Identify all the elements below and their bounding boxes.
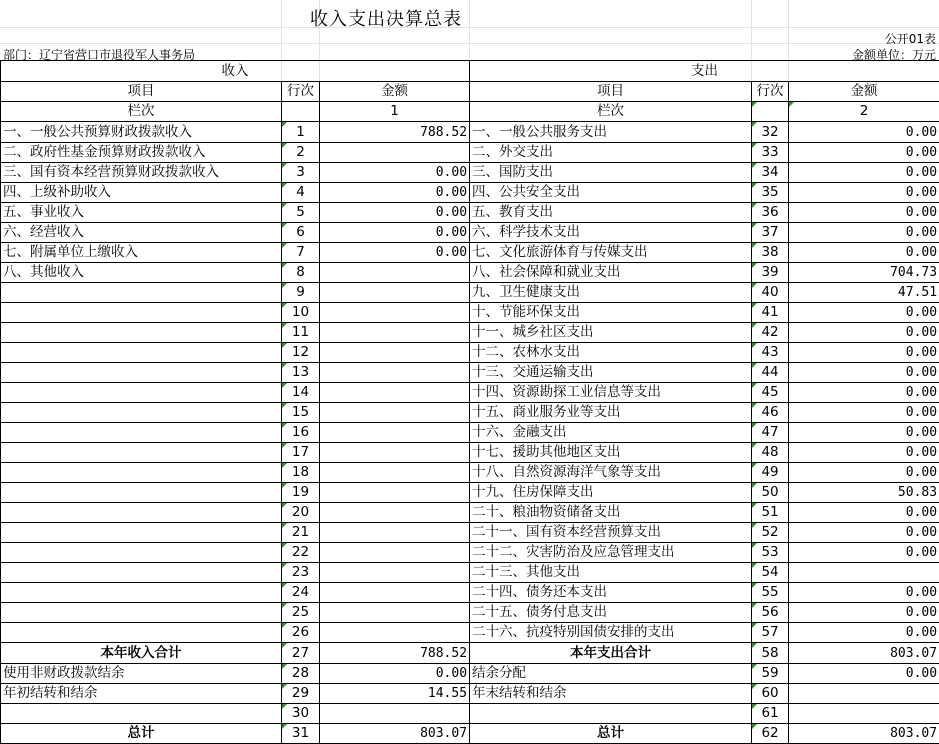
expense-item-header: 项目 — [470, 82, 752, 102]
nonfiscal-label: 使用非财政拨款结余 — [1, 664, 282, 684]
income-line-no-cell: 17 — [282, 443, 320, 463]
income-line-no-cell: 13 — [282, 363, 320, 383]
income-item-cell — [1, 483, 282, 503]
income-line-no-cell: 4 — [282, 183, 320, 203]
grand-expense-total-label: 总计 — [470, 724, 752, 744]
expense-item-cell: 一、一般公共服务支出 — [470, 122, 752, 143]
income-item-cell: 三、国有资本经营预算财政拨款收入 — [1, 163, 282, 183]
expense-line-no-cell: 37 — [752, 223, 789, 243]
expense-item-cell: 八、社会保障和就业支出 — [470, 263, 752, 283]
expense-amount-cell: 0.00 — [789, 403, 939, 423]
expense-item-cell: 十九、住房保障支出 — [470, 483, 752, 503]
ending-balance-no: 60 — [752, 684, 789, 704]
expense-item-cell: 四、公共安全支出 — [470, 183, 752, 203]
table-row — [1, 563, 939, 583]
table-row — [1, 443, 939, 463]
expense-item-cell: 十、节能环保支出 — [470, 303, 752, 323]
income-item-cell — [1, 623, 282, 643]
income-item-cell: 六、经营收入 — [1, 223, 282, 243]
expense-line-no-cell: 40 — [752, 283, 789, 303]
expense-amount-cell: 50.83 — [789, 483, 939, 503]
expense-line-no-cell: 53 — [752, 543, 789, 563]
expense-item-cell: 十二、农林水支出 — [470, 343, 752, 363]
expense-item-cell: 十三、交通运输支出 — [470, 363, 752, 383]
expense-amount-cell: 0.00 — [789, 583, 939, 603]
expense-amount-cell: 704.73 — [789, 263, 939, 283]
expense-amount-cell: 0.00 — [789, 183, 939, 203]
expense-item-cell: 二、外交支出 — [470, 143, 752, 163]
income-item-cell — [1, 343, 282, 363]
expense-amount-cell: 0.00 — [789, 443, 939, 463]
table-row — [1, 263, 939, 283]
income-line-no-cell: 11 — [282, 323, 320, 343]
year-income-total-amount: 788.52 — [320, 643, 470, 664]
column-label-row — [1, 102, 939, 122]
income-amount-cell: 0.00 — [320, 223, 470, 243]
expense-item-cell: 六、科学技术支出 — [470, 223, 752, 243]
expense-item-cell: 二十、粮油物资储备支出 — [470, 503, 752, 523]
expense-amount-cell: 0.00 — [789, 503, 939, 523]
table-row — [1, 323, 939, 343]
gridline — [0, 27, 939, 28]
expense-col-label-blank — [752, 102, 789, 122]
grand-income-total-label: 总计 — [1, 724, 282, 744]
column-header-row — [1, 82, 939, 102]
table-row — [1, 483, 939, 503]
expense-amount-cell: 0.00 — [789, 343, 939, 363]
page-title: 收入支出决算总表 — [310, 5, 462, 31]
income-line-no-cell: 22 — [282, 543, 320, 563]
beginning-balance-label: 年初结转和结余 — [1, 684, 282, 704]
table-row — [1, 583, 939, 603]
table-row — [1, 503, 939, 523]
table-row — [1, 163, 939, 183]
amount-unit-label: 金额单位：万元 — [852, 46, 936, 63]
expense-line-no-cell: 36 — [752, 203, 789, 223]
gridline — [0, 43, 939, 44]
expense-line-no-cell: 38 — [752, 243, 789, 263]
expense-line-no-cell: 41 — [752, 303, 789, 323]
expense-line-no-cell: 35 — [752, 183, 789, 203]
income-item-cell: 一、一般公共预算财政拨款收入 — [1, 122, 282, 143]
expense-amount-cell: 0.00 — [789, 623, 939, 643]
income-line-no-cell: 8 — [282, 263, 320, 283]
expense-line-no-cell: 34 — [752, 163, 789, 183]
income-item-cell — [1, 563, 282, 583]
expense-amount-cell: 0.00 — [789, 243, 939, 263]
expense-amount-cell: 0.00 — [789, 303, 939, 323]
expense-item-cell: 二十三、其他支出 — [470, 563, 752, 583]
grand-expense-total-no: 62 — [752, 724, 789, 744]
table-row — [1, 603, 939, 623]
income-amount-cell — [320, 583, 470, 603]
income-line-no-cell: 9 — [282, 283, 320, 303]
section-header-row — [1, 61, 939, 82]
income-item-cell — [1, 583, 282, 603]
income-amount-cell — [320, 423, 470, 443]
income-col-label-blank — [282, 102, 320, 122]
income-line-no-cell: 5 — [282, 203, 320, 223]
year-income-total-label: 本年收入合计 — [1, 643, 282, 664]
expense-item-cell: 十四、资源勘探工业信息等支出 — [470, 383, 752, 403]
income-amount-cell — [320, 443, 470, 463]
income-item-cell — [1, 423, 282, 443]
expense-amount-cell: 0.00 — [789, 523, 939, 543]
expense-amount-header: 金额 — [789, 82, 939, 102]
table-row — [1, 684, 939, 704]
expense-col-number: 2 — [789, 102, 939, 122]
income-line-no-cell: 19 — [282, 483, 320, 503]
table-row — [1, 183, 939, 203]
income-line-no-header: 行次 — [282, 82, 320, 102]
table-row — [1, 243, 939, 263]
expense-item-cell: 九、卫生健康支出 — [470, 283, 752, 303]
income-amount-cell — [320, 563, 470, 583]
table-row — [1, 423, 939, 443]
expense-line-no-cell: 45 — [752, 383, 789, 403]
expense-item-cell: 二十二、灾害防治及应急管理支出 — [470, 543, 752, 563]
surplus-distribution-amount: 0.00 — [789, 664, 939, 684]
expense-amount-cell: 0.00 — [789, 383, 939, 403]
income-line-no-cell: 6 — [282, 223, 320, 243]
table-row — [1, 122, 939, 143]
year-expense-total-amount: 803.07 — [789, 643, 939, 664]
income-amount-cell — [320, 303, 470, 323]
income-line-no-cell: 14 — [282, 383, 320, 403]
expense-amount-cell: 0.00 — [789, 163, 939, 183]
expense-line-no-cell: 55 — [752, 583, 789, 603]
expense-line-no-cell: 42 — [752, 323, 789, 343]
income-item-header: 项目 — [1, 82, 282, 102]
income-section-header: 收入 — [1, 61, 470, 82]
expense-line-no-cell: 46 — [752, 403, 789, 423]
table-row — [1, 543, 939, 563]
income-amount-header: 金额 — [320, 82, 470, 102]
table-row — [1, 223, 939, 243]
income-item-cell — [1, 323, 282, 343]
expense-amount-cell: 0.00 — [789, 323, 939, 343]
income-item-cell: 四、上级补助收入 — [1, 183, 282, 203]
blank-expense-no: 61 — [752, 704, 789, 724]
ending-balance-amount — [789, 684, 939, 704]
income-amount-cell — [320, 603, 470, 623]
blank-income-no: 30 — [282, 704, 320, 724]
income-amount-cell — [320, 543, 470, 563]
income-line-no-cell: 25 — [282, 603, 320, 623]
income-amount-cell — [320, 523, 470, 543]
income-line-no-cell: 12 — [282, 343, 320, 363]
grand-expense-total-amount: 803.07 — [789, 724, 939, 744]
expense-item-cell: 三、国防支出 — [470, 163, 752, 183]
income-amount-cell — [320, 503, 470, 523]
surplus-distribution-label: 结余分配 — [470, 664, 752, 684]
table-row — [1, 523, 939, 543]
expense-line-no-cell: 47 — [752, 423, 789, 443]
income-item-cell — [1, 443, 282, 463]
income-item-cell — [1, 503, 282, 523]
income-line-no-cell: 1 — [282, 122, 320, 143]
table-row — [1, 463, 939, 483]
expense-line-no-cell: 43 — [752, 343, 789, 363]
table-row — [1, 383, 939, 403]
income-line-no-cell: 7 — [282, 243, 320, 263]
expense-item-cell: 二十一、国有资本经营预算支出 — [470, 523, 752, 543]
income-line-no-cell: 24 — [282, 583, 320, 603]
expense-amount-cell: 0.00 — [789, 122, 939, 143]
blank-cell — [470, 704, 752, 724]
income-amount-cell — [320, 383, 470, 403]
table-row — [1, 343, 939, 363]
income-amount-cell — [320, 143, 470, 163]
income-line-no-cell: 10 — [282, 303, 320, 323]
income-col-label: 栏次 — [1, 102, 282, 122]
expense-line-no-cell: 54 — [752, 563, 789, 583]
income-amount-cell: 0.00 — [320, 163, 470, 183]
income-line-no-cell: 16 — [282, 423, 320, 443]
income-amount-cell — [320, 463, 470, 483]
income-amount-cell: 0.00 — [320, 243, 470, 263]
income-line-no-cell: 26 — [282, 623, 320, 643]
table-row — [1, 704, 939, 724]
income-amount-cell — [320, 263, 470, 283]
expense-amount-cell: 0.00 — [789, 143, 939, 163]
income-item-cell: 七、附属单位上缴收入 — [1, 243, 282, 263]
blank-cell — [789, 704, 939, 724]
table-row — [1, 283, 939, 303]
income-item-cell — [1, 363, 282, 383]
sheet-number: 公开01表 — [885, 30, 936, 47]
expense-amount-cell: 0.00 — [789, 543, 939, 563]
year-expense-total-no: 58 — [752, 643, 789, 664]
expense-item-cell: 十五、商业服务业等支出 — [470, 403, 752, 423]
blank-cell — [1, 704, 282, 724]
table-row — [1, 363, 939, 383]
expense-amount-cell: 0.00 — [789, 223, 939, 243]
income-item-cell — [1, 523, 282, 543]
income-item-cell — [1, 303, 282, 323]
expense-line-no-cell: 39 — [752, 263, 789, 283]
income-line-no-cell: 2 — [282, 143, 320, 163]
income-amount-cell: 0.00 — [320, 183, 470, 203]
income-amount-cell — [320, 323, 470, 343]
income-item-cell — [1, 543, 282, 563]
expense-item-cell: 十八、自然资源海洋气象等支出 — [470, 463, 752, 483]
income-line-no-cell: 20 — [282, 503, 320, 523]
income-amount-cell — [320, 283, 470, 303]
beginning-balance-amount: 14.55 — [320, 684, 470, 704]
surplus-distribution-no: 59 — [752, 664, 789, 684]
expense-section-header: 支出 — [470, 61, 939, 82]
expense-amount-cell: 0.00 — [789, 363, 939, 383]
expense-item-cell: 七、文化旅游体育与传媒支出 — [470, 243, 752, 263]
expense-line-no-cell: 32 — [752, 122, 789, 143]
income-amount-cell — [320, 483, 470, 503]
expense-item-cell: 十一、城乡社区支出 — [470, 323, 752, 343]
expense-item-cell: 十七、援助其他地区支出 — [470, 443, 752, 463]
expense-line-no-cell: 56 — [752, 603, 789, 623]
expense-item-cell: 十六、金融支出 — [470, 423, 752, 443]
expense-amount-cell: 0.00 — [789, 463, 939, 483]
nonfiscal-no: 28 — [282, 664, 320, 684]
expense-line-no-cell: 48 — [752, 443, 789, 463]
income-item-cell: 二、政府性基金预算财政拨款收入 — [1, 143, 282, 163]
income-item-cell — [1, 403, 282, 423]
expense-item-cell: 五、教育支出 — [470, 203, 752, 223]
table-row — [1, 143, 939, 163]
table-row — [1, 303, 939, 323]
table-row — [1, 623, 939, 643]
expense-item-cell: 二十六、抗疫特别国债安排的支出 — [470, 623, 752, 643]
expense-amount-cell: 47.51 — [789, 283, 939, 303]
income-item-cell: 八、其他收入 — [1, 263, 282, 283]
income-amount-cell — [320, 343, 470, 363]
expense-line-no-cell: 50 — [752, 483, 789, 503]
expense-amount-cell — [789, 563, 939, 583]
income-amount-cell — [320, 623, 470, 643]
table-row — [1, 403, 939, 423]
expense-item-cell: 二十五、债务付息支出 — [470, 603, 752, 623]
expense-amount-cell: 0.00 — [789, 603, 939, 623]
expense-line-no-cell: 33 — [752, 143, 789, 163]
income-line-no-cell: 15 — [282, 403, 320, 423]
income-amount-cell — [320, 363, 470, 383]
income-line-no-cell: 21 — [282, 523, 320, 543]
blank-cell — [320, 704, 470, 724]
income-item-cell — [1, 283, 282, 303]
ending-balance-label: 年末结转和结余 — [470, 684, 752, 704]
expense-col-label: 栏次 — [470, 102, 752, 122]
income-amount-cell: 788.52 — [320, 122, 470, 143]
income-item-cell — [1, 603, 282, 623]
expense-item-cell: 二十四、债务还本支出 — [470, 583, 752, 603]
income-item-cell — [1, 463, 282, 483]
department-label: 部门：辽宁省营口市退役军人事务局 — [3, 46, 195, 63]
income-item-cell — [1, 383, 282, 403]
year-total-row — [1, 643, 939, 664]
year-income-total-no: 27 — [282, 643, 320, 664]
expense-line-no-header: 行次 — [752, 82, 789, 102]
beginning-balance-no: 29 — [282, 684, 320, 704]
income-item-cell: 五、事业收入 — [1, 203, 282, 223]
income-amount-cell: 0.00 — [320, 203, 470, 223]
expense-line-no-cell: 49 — [752, 463, 789, 483]
income-line-no-cell: 23 — [282, 563, 320, 583]
income-line-no-cell: 18 — [282, 463, 320, 483]
expense-line-no-cell: 51 — [752, 503, 789, 523]
grand-income-total-amount: 803.07 — [320, 724, 470, 744]
income-amount-cell — [320, 403, 470, 423]
income-col-number: 1 — [320, 102, 470, 122]
income-expense-table — [0, 60, 939, 744]
income-line-no-cell: 3 — [282, 163, 320, 183]
nonfiscal-amount: 0.00 — [320, 664, 470, 684]
year-expense-total-label: 本年支出合计 — [470, 643, 752, 664]
table-row — [1, 203, 939, 223]
grand-income-total-no: 31 — [282, 724, 320, 744]
expense-line-no-cell: 52 — [752, 523, 789, 543]
expense-amount-cell: 0.00 — [789, 203, 939, 223]
expense-amount-cell: 0.00 — [789, 423, 939, 443]
expense-line-no-cell: 44 — [752, 363, 789, 383]
table-row — [1, 664, 939, 684]
expense-line-no-cell: 57 — [752, 623, 789, 643]
